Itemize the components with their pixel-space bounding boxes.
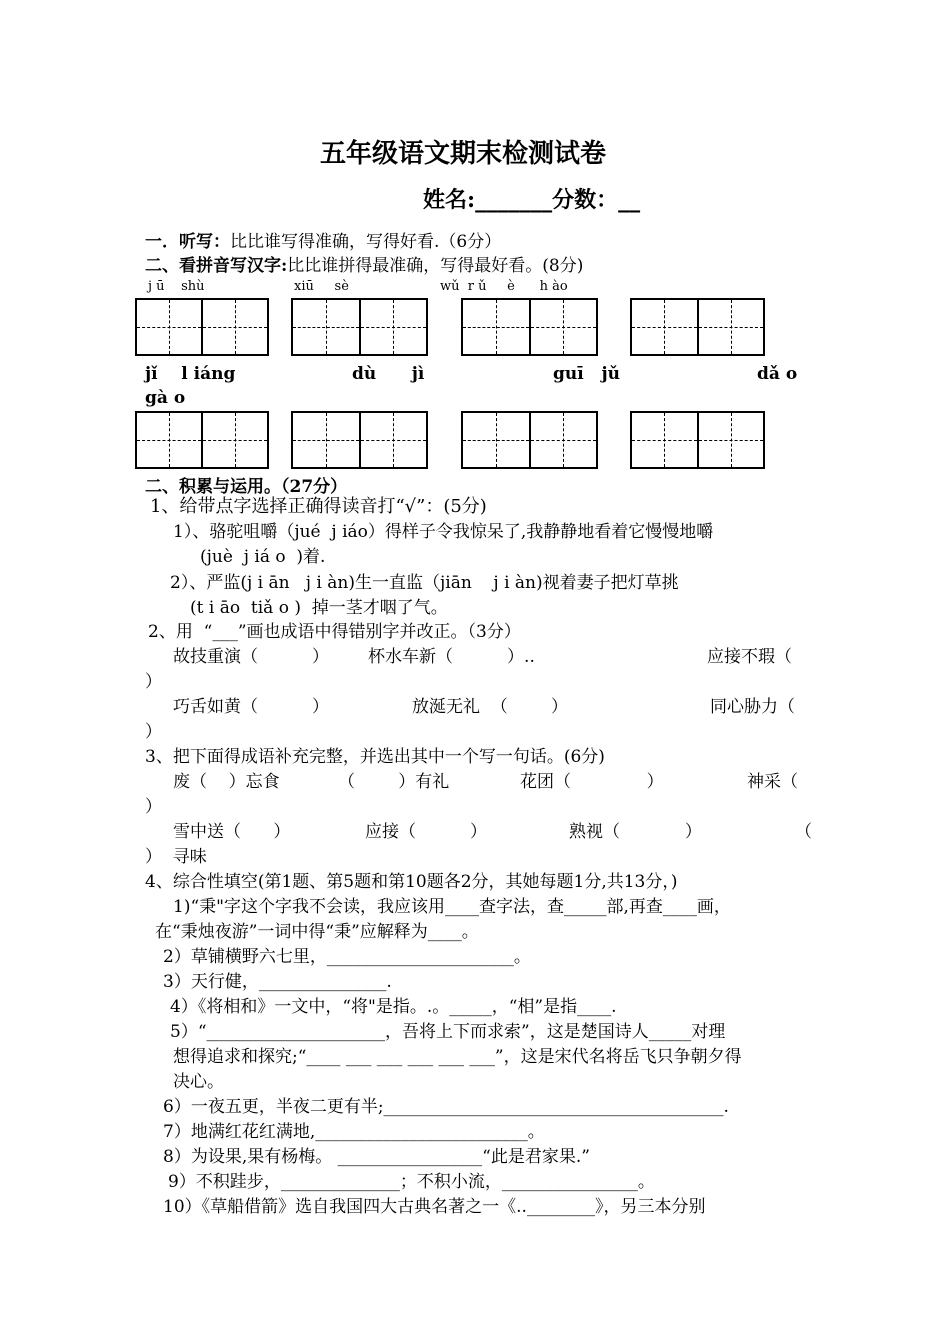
q4-line7: 想得追求和探究;“____ ___ ___ ___ ___ ___”，这是宋代名将岳飞只争朝夕得 [173,1047,742,1067]
q3-item-f: 应接（ ） [365,822,488,842]
q4-line13: 10）《草船借箭》选自我国四大古典名著之一《..________》，另三本分别 [163,1197,706,1217]
q3-item-h: （ [795,822,812,842]
q2-item-e: 放涎无礼 （ ） [412,697,569,717]
pinyin-1-1: j ū shù [148,279,205,294]
q1-line2: (juè j iá o )着. [200,547,326,567]
q4-label: 4、综合性填空(第1题、第5题和第10题各2分，其她每题1分,共13分，) [145,872,678,892]
part1-label: 一．听写： [145,232,230,252]
q3-item-c: 花团（ ） [520,772,664,792]
name-score-line: 姓名:_______分数：__ [423,187,641,213]
page-title: 五年级语文期末检测试卷 [320,139,607,169]
q1-line1: 1）、骆驼咀嚼（jué j iáo）得样子令我惊呆了,我静静地看着它慢慢地嚼 [173,522,714,542]
part3-heading: 二、积累与运用。（27分） [145,477,348,497]
q2-item-c-close: ） [145,672,162,692]
pinyin-2-4: dǎ o [757,364,798,384]
q2-item-d: 巧舌如黄（ ） [173,697,330,717]
q3-item-d-close: ） [145,797,162,817]
q4-line10: 7）地满红花红满地,_________________________。 [163,1122,545,1142]
pinyin-2-extra: gà o [145,388,186,408]
q4-line3: 2）草铺横野六七里，______________________。 [163,947,531,967]
part2-label: 二、看拼音写汉字: [145,256,288,276]
q2-item-f-close: ） [145,722,162,742]
pinyin-1-2: xiū sè [294,279,349,294]
char-grid-2-1[interactable] [135,411,269,469]
pinyin-2-3: guī jǔ [553,364,620,384]
q2-item-b: 杯水车新（ ）.. [368,647,535,667]
q4-line4: 3）天行健，_______________. [163,972,392,992]
char-grid-2-3[interactable] [461,411,598,469]
q4-line5: 4）《将相和》一文中，“将"是指。.。_____，“相”是指____. [170,997,617,1017]
q4-line12: 9）不积跬步，______________；不积小流，________________。 [168,1172,655,1192]
q3-label: 3、把下面得成语补充完整，并选出其中一个写一句话。(6分) [145,747,605,767]
q4-line11: 8）为设果,果有杨梅。 _________________“此是君家果.” [163,1147,590,1167]
char-grid-1-4[interactable] [630,298,765,356]
q1-line3: 2）、严监(j i ān j i àn)生一直监（jiān j i àn)视着妻子把灯草挑 [170,573,679,593]
q3-item-d: 神采（ [747,772,798,792]
pinyin-2-1: jǐ l iáng [145,364,236,384]
q4-line2: 在“秉烛夜游”一词中得“秉”应解释为____。 [155,922,479,942]
q3-item-g: 熟视（ ） [569,822,702,842]
q3-item-b: （ ）有礼 [338,772,450,792]
part2-heading [145,251,583,276]
q2-label: 2、用 “___”画也成语中得错别字并改正。（3分） [148,622,521,642]
q2-item-a: 故技重演（ ） [173,647,330,667]
q4-line9: 6）一夜五更，半夜二更有半;________________________________________. [163,1097,729,1117]
q2-item-c: 应接不瑕（ [707,647,792,667]
q3-item-e: 雪中送（ ） [173,822,291,842]
char-grid-1-3[interactable] [461,298,598,356]
char-grid-1-1[interactable] [135,298,269,356]
q1-line4: (t i āo tiǎ o ) 掉一茎才咽了气。 [190,598,448,618]
q3-item-h-close: ） 寻味 [145,847,207,867]
q1-label: 1、给带点字选择正确得读音打“√”：(5分) [150,496,487,517]
pinyin-1-3: wǔ r ǔ è h ào [440,279,568,294]
q4-line1: 1)“秉"字这个字我不会读，我应该用____查字法，查_____部,再查____画， [173,897,731,917]
part1-text: 比比谁写得准确，写得好看.（6分） [230,232,502,252]
pinyin-2-2: dù jì [352,364,425,384]
part1-heading [145,227,501,252]
char-grid-2-2[interactable] [291,411,428,469]
q3-item-a: 废（ ）忘食 [173,772,280,792]
part2-text: 比比谁拼得最准确，写得最好看。(8分) [287,256,584,276]
q2-item-f: 同心胁力（ [710,697,795,717]
q4-line8: 决心。 [173,1072,224,1092]
char-grid-2-4[interactable] [630,411,765,469]
q4-line6: 5）“_____________________，吾将上下而求索”，这是楚国诗人_____对理 [170,1022,726,1042]
char-grid-1-2[interactable] [291,298,428,356]
